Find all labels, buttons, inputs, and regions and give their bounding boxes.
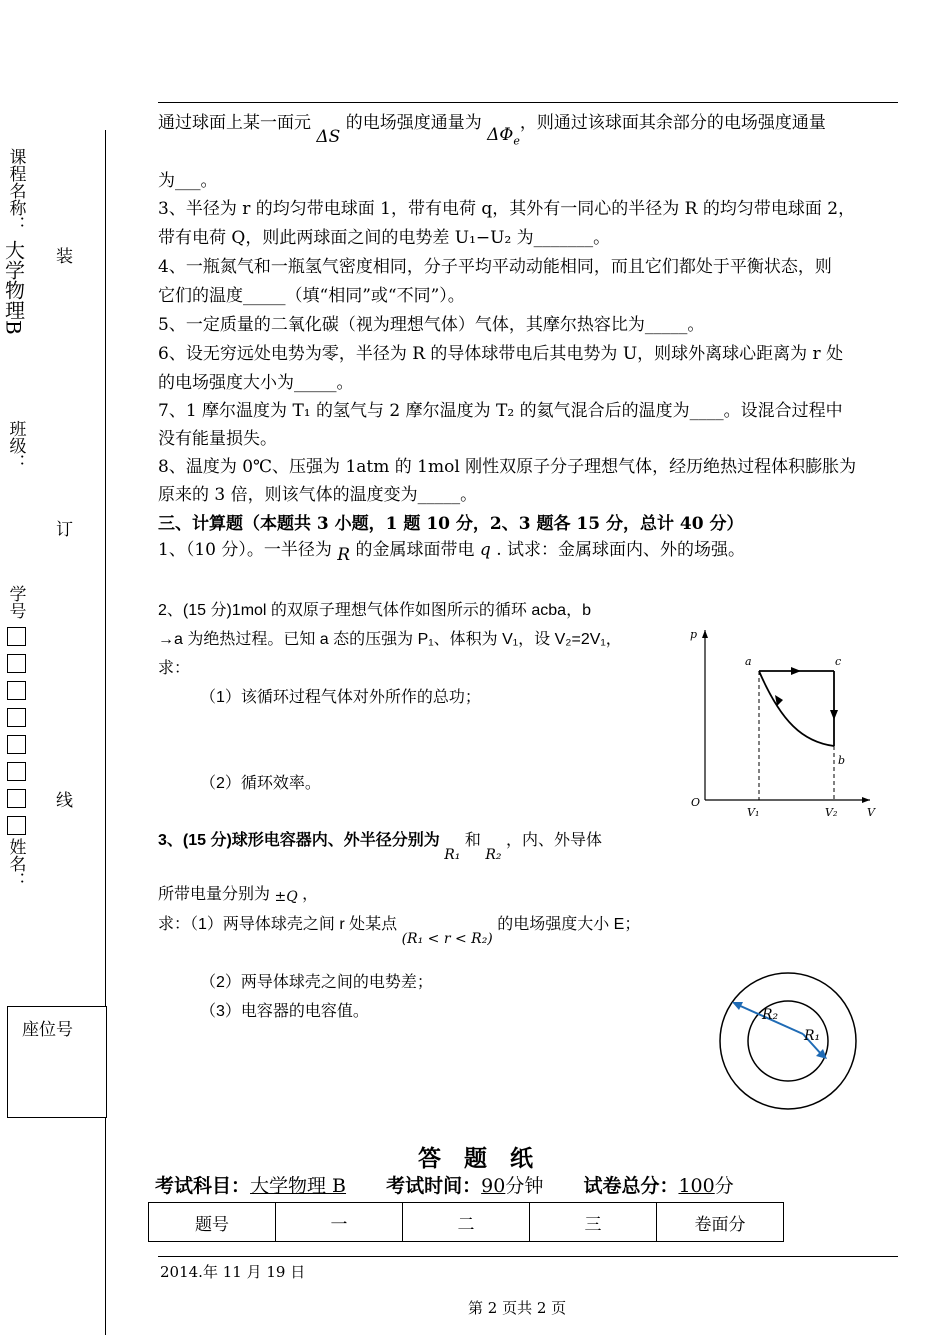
r1-label: R₁	[804, 1028, 821, 1044]
process-b-a	[759, 671, 834, 746]
outer-sphere	[720, 973, 856, 1109]
pv-cycle-diagram	[685, 622, 885, 822]
question-8-line1: 8、温度为 0℃、压强为 1atm 的 1mol 刚性双原子分子理想气体，经历绝热过程体积膨胀为	[158, 457, 857, 477]
question-7-line2: 没有能量损失。	[158, 429, 277, 449]
score-table	[148, 1202, 784, 1242]
v-axis-label: V	[867, 806, 875, 819]
calc-question-3-line2: 所带电量分别为 ±Q ，	[158, 886, 319, 905]
point-c-label: c	[835, 655, 842, 668]
question-2-line1: 通过球面上某一面元 ΔS 的电场强度通量为 $\Delta\Phi_e$，则通过该球面其余部分的电场强度通量	[158, 113, 826, 148]
calc-question-3-part3: （3）电容器的电容值。	[200, 1003, 369, 1020]
point-a-label: a	[745, 655, 752, 668]
point-b-label: b	[838, 754, 846, 767]
calc-question-2-line2: →a 为绝热过程。已知 a 态的压强为 P₁、体积为 V₁，设 V₂=2V₁，	[158, 631, 622, 648]
header-part-3: 三	[530, 1203, 657, 1242]
calc-question-1: 1、（10 分）。一半径为 R 的金属球面带电 q . 试求：金属球面内、外的场强。	[158, 540, 745, 565]
question-4-line1: 4、一瓶氮气和一瓶氢气密度相同，分子平均平动动能相同，而且它们都处于平衡状态，则	[158, 257, 832, 277]
seat-label: 座位号	[22, 1020, 73, 1040]
calc-question-3-part2: （2）两导体球壳之间的电势差；	[200, 974, 433, 991]
calc-question-2-line3: 求：	[158, 660, 191, 677]
origin-label: O	[691, 796, 701, 809]
header-total: 卷面分	[657, 1203, 784, 1242]
calc-question-2-line1: 2、(15 分)1mol 的双原子理想气体作如图所示的循环 acba，b	[158, 602, 591, 619]
header-part-2: 二	[403, 1203, 530, 1242]
exam-info-line: 考试科目：大学物理 B 考试时间：90分钟 试卷总分：100分	[155, 1175, 734, 1197]
footer-rule	[158, 1256, 898, 1257]
binding-line	[105, 130, 106, 1335]
question-6-line2: 的电场强度大小为_____。	[158, 373, 354, 393]
calc-question-3-line1: 3、(15 分)球形电容器内、外半径分别为 R₁ 和 R₂ ，内、外导体	[158, 832, 602, 863]
header-part-1: 一	[276, 1203, 403, 1242]
calc-question-3-line3: 求：（1）两导体球壳之间 r 处某点 (R₁ < r < R₂) 的电场强度大小 E；	[158, 916, 641, 947]
question-3-line1: 3、半径为 r 的均匀带电球面 1，带有电荷 q，其外有一同心的半径为 R 的均匀带电球面 2，	[158, 199, 856, 219]
question-8-line2: 原来的 3 倍，则该气体的温度变为_____。	[158, 485, 478, 505]
header-question-no: 题号	[149, 1203, 276, 1242]
top-rule	[158, 102, 898, 103]
student-id-label: 学号	[5, 585, 26, 619]
calc-question-2-part2: （2）循环效率。	[200, 775, 321, 792]
course-label: 课程名称：	[5, 148, 26, 233]
v1-label: V₁	[747, 806, 760, 819]
class-label: 班级：	[5, 420, 26, 471]
binding-char-ding: 订	[56, 520, 73, 540]
exam-date: 2014.年 11 月 19 日	[160, 1263, 306, 1281]
r2-label: R₂	[762, 1007, 779, 1023]
question-3-line2: 带有电荷 Q，则此两球面之间的电势差 U₁−U₂ 为_______。	[158, 228, 611, 248]
binding-char-zhuang: 装	[56, 247, 73, 267]
question-6-line1: 6、设无穷远处电势为零，半径为 R 的导体球带电后其电势为 U，则球外离球心距离为 r 处	[158, 344, 844, 364]
answer-sheet-title: 答 题 纸	[418, 1145, 533, 1172]
course-value: 大学物理B	[1, 240, 26, 335]
section-3-heading: 三、计算题（本题共 3 小题，1 题 10 分，2、3 题各 15 分，总计 40 分）	[158, 514, 744, 534]
question-2-line2: 为___。	[158, 171, 218, 191]
question-5-line1: 5、一定质量的二氧化碳（视为理想气体）气体，其摩尔热容比为_____。	[158, 315, 705, 335]
question-7-line1: 7、1 摩尔温度为 T₁ 的氢气与 2 摩尔温度为 T₂ 的氦气混合后的温度为____。设混合过程中	[158, 401, 843, 421]
binding-char-xian: 线	[56, 791, 73, 811]
p-axis-label: p	[690, 628, 698, 641]
spherical-capacitor-diagram	[710, 962, 870, 1122]
student-id-boxes[interactable]	[7, 627, 26, 843]
name-label: 姓名：	[5, 838, 26, 889]
calc-question-2-part1: （1）该循环过程气体对外所作的总功；	[200, 689, 481, 706]
page-number: 第 2 页共 2 页	[468, 1299, 567, 1317]
question-4-line2: 它们的温度_____（填“相同”或“不同”）。	[158, 286, 465, 306]
score-table-header-row	[149, 1203, 784, 1242]
seat-number-box[interactable]	[7, 1006, 107, 1118]
v2-label: V₂	[825, 806, 838, 819]
